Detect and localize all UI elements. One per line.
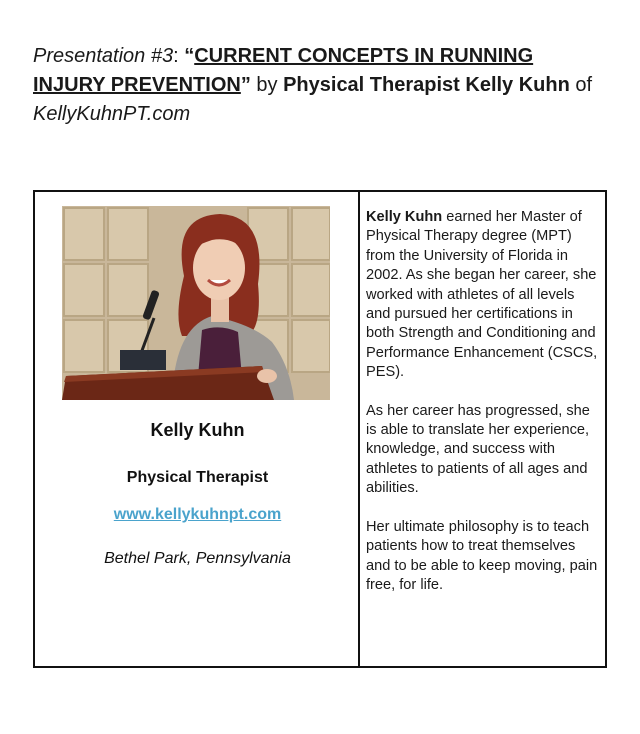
quote-open: “ [184, 45, 195, 67]
bio-cell [360, 192, 605, 666]
bio-paragraph-1-text: earned her Master of Physical Therapy degree (MPT) from the University of Florida in 2002. As she began her career, she worked with athletes of all levels and pursued her certifications in both Strength and Conditioning and Performance Enhancement (CSCS, PES). [366, 209, 598, 381]
bio-name: Kelly Kuhn [366, 209, 443, 225]
bio-paragraph-1 [366, 208, 599, 383]
profile-cell [35, 192, 360, 666]
presentation-title: CURRENT CONCEPTS IN RUNNING INJURY PREVENTION [33, 45, 534, 96]
heading-by: by [250, 74, 284, 96]
profile-role: Physical Therapist [126, 469, 269, 486]
quote-close: ” [240, 74, 251, 96]
heading-colon: : [173, 45, 185, 67]
heading-of: of [569, 74, 593, 96]
presenter-name: Physical Therapist Kelly Kuhn [283, 74, 570, 96]
bio-paragraph-3: Her ultimate philosophy is to teach patients how to treat themselves and to be able to keep moving, pain free, for life. [366, 518, 598, 593]
bio-paragraph-2: As her career has progressed, she is able to translate her experience, knowledge, and success with athletes to patients of all ages and abilities. [366, 402, 590, 497]
speaker-photo [62, 206, 330, 400]
presenter-site: KellyKuhnPT.com [33, 103, 191, 125]
profile-name: Kelly Kuhn [150, 420, 245, 440]
bio-table [33, 190, 607, 668]
presentation-label: Presentation #3 [33, 45, 174, 67]
website-link[interactable]: www.kellykuhnpt.com [113, 506, 282, 523]
presentation-heading [33, 42, 593, 129]
profile-location: Bethel Park, Pennsylvania [104, 550, 291, 567]
